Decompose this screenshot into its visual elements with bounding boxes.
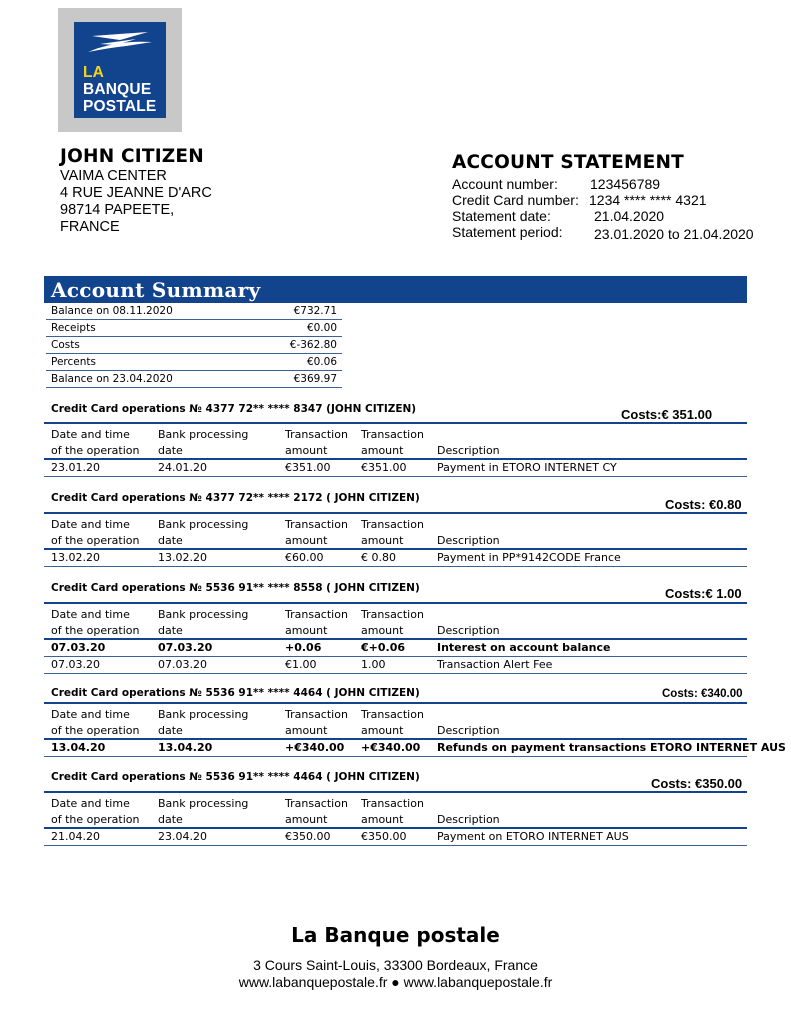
cell-amount: 1.00	[354, 657, 430, 674]
cell-amount: +0.06	[278, 639, 354, 657]
col-header-amount: Transaction amount	[278, 793, 354, 828]
summary-row	[46, 303, 342, 320]
summary-value: €732.71	[252, 303, 342, 320]
cell-amount: €350.00	[278, 828, 354, 846]
statement-period-value: 23.01.2020 to 21.04.2020	[594, 226, 754, 242]
summary-label: Receipts	[46, 320, 252, 337]
col-header-amount: Transaction amount	[354, 604, 430, 639]
col-header-description: Description	[430, 514, 747, 549]
statement-date-value: 21.04.2020	[594, 208, 665, 224]
col-header-description: Description	[430, 424, 747, 459]
summary-label: Percents	[46, 354, 252, 371]
cell-processing: 24.01.20	[151, 459, 278, 477]
account-summary-title: Account Summary	[51, 278, 261, 302]
summary-row	[46, 354, 342, 371]
operations-table	[44, 424, 747, 477]
table-header-row	[44, 704, 747, 739]
cell-processing: 07.03.20	[151, 657, 278, 674]
table-header-row	[44, 424, 747, 459]
account-number-label: Account number:	[452, 176, 558, 192]
cell-date: 13.02.20	[44, 549, 151, 567]
account-summary-table	[46, 303, 342, 388]
cell-amount: €60.00	[278, 549, 354, 567]
logo-text-banque: BANQUE	[83, 81, 152, 98]
footer-address: 3 Cours Saint-Louis, 33300 Bordeaux, France	[253, 957, 538, 973]
cell-description: Payment in ETORO INTERNET CY	[430, 459, 747, 477]
summary-label: Balance on 23.04.2020	[46, 371, 252, 388]
section-costs: Costs: €340.00	[662, 688, 743, 700]
cell-date: 07.03.20	[44, 657, 151, 674]
col-header-processing: Bank processing date	[151, 424, 278, 459]
col-header-description: Description	[430, 793, 747, 828]
operations-table	[44, 704, 786, 757]
cell-description: Interest on account balance	[430, 639, 747, 657]
summary-value: €369.97	[252, 371, 342, 388]
card-number-value: 1234 **** **** 4321	[589, 192, 707, 208]
logo-text-la: LA	[83, 64, 105, 81]
col-header-date: Date and time of the operation	[44, 704, 151, 739]
col-header-processing: Bank processing date	[151, 793, 278, 828]
cell-amount: €351.00	[278, 459, 354, 477]
statement-date-label: Statement date:	[452, 208, 551, 224]
cell-amount: € 0.80	[354, 549, 430, 567]
operations-table	[44, 604, 747, 674]
col-header-date: Date and time of the operation	[44, 424, 151, 459]
table-row	[44, 639, 747, 657]
section-costs: Costs:€ 351.00	[621, 407, 713, 422]
summary-row	[46, 371, 342, 388]
section-title: Credit Card operations № 4377 72** **** 2172 ( JOHN CITIZEN)	[51, 492, 420, 504]
summary-value: €-362.80	[252, 337, 342, 354]
col-header-date: Date and time of the operation	[44, 793, 151, 828]
cell-amount: €351.00	[354, 459, 430, 477]
col-header-date: Date and time of the operation	[44, 514, 151, 549]
footer-bank-name: La Banque postale	[291, 923, 500, 947]
summary-label: Costs	[46, 337, 252, 354]
col-header-amount: Transaction amount	[354, 793, 430, 828]
cell-amount: +€340.00	[278, 739, 354, 757]
table-row	[44, 549, 747, 567]
section-title: Credit Card operations № 4377 72** **** 8347 (JOHN CITIZEN)	[51, 403, 417, 415]
customer-address-line: 4 RUE JEANNE D'ARC	[60, 185, 212, 201]
cell-description: Transaction Alert Fee	[430, 657, 747, 674]
cell-description: Payment in PP*9142CODE France	[430, 549, 747, 567]
cell-amount: €350.00	[354, 828, 430, 846]
summary-value: €0.00	[252, 320, 342, 337]
col-header-amount: Transaction amount	[354, 704, 430, 739]
col-header-amount: Transaction amount	[354, 514, 430, 549]
cell-date: 21.04.20	[44, 828, 151, 846]
cell-date: 13.04.20	[44, 739, 151, 757]
section-costs: Costs:€ 1.00	[665, 586, 742, 601]
footer-website: www.labanquepostale.fr ● www.labanquepostale.fr	[238, 974, 553, 990]
col-header-processing: Bank processing date	[151, 704, 278, 739]
cell-amount: €+0.06	[354, 639, 430, 657]
col-header-date: Date and time of the operation	[44, 604, 151, 639]
table-row	[44, 739, 747, 757]
bank-logo	[58, 8, 182, 132]
card-number-label: Credit Card number:	[452, 192, 579, 208]
logo-badge	[74, 22, 166, 118]
customer-address-line: FRANCE	[60, 219, 120, 235]
col-header-amount: Transaction amount	[354, 424, 430, 459]
cell-amount: +€340.00	[354, 739, 430, 757]
col-header-processing: Bank processing date	[151, 604, 278, 639]
col-header-amount: Transaction amount	[278, 704, 354, 739]
cell-processing: 13.04.20	[151, 739, 278, 757]
section-costs: Costs: €0.80	[665, 497, 742, 512]
cell-processing: 07.03.20	[151, 639, 278, 657]
cell-date: 07.03.20	[44, 639, 151, 657]
operations-table	[44, 793, 747, 846]
section-title: Credit Card operations № 5536 91** **** 8558 ( JOHN CITIZEN)	[51, 582, 420, 594]
customer-address-line: 98714 PAPEETE,	[60, 202, 175, 218]
col-header-amount: Transaction amount	[278, 604, 354, 639]
table-header-row	[44, 604, 747, 639]
cell-description: Refunds on payment transactions ETORO INTERNET AUS	[430, 739, 747, 757]
col-header-processing: Bank processing date	[151, 514, 278, 549]
account-number-value: 123456789	[590, 176, 661, 192]
cell-processing: 23.04.20	[151, 828, 278, 846]
cell-amount: €1.00	[278, 657, 354, 674]
customer-address-line: VAIMA CENTER	[60, 168, 167, 184]
table-row	[44, 828, 747, 846]
table-row	[44, 459, 747, 477]
summary-row	[46, 320, 342, 337]
col-header-amount: Transaction amount	[278, 514, 354, 549]
section-costs: Costs: €350.00	[651, 776, 743, 791]
table-row	[44, 657, 747, 674]
section-title: Credit Card operations № 5536 91** **** 4464 ( JOHN CITIZEN)	[51, 687, 420, 699]
account-summary-header	[44, 276, 747, 303]
statement-period-label: Statement period:	[452, 224, 563, 240]
summary-label: Balance on 08.11.2020	[46, 303, 252, 320]
operations-table	[44, 514, 747, 567]
logo-text-postale: POSTALE	[83, 98, 157, 115]
table-header-row	[44, 514, 747, 549]
customer-name: JOHN CITIZEN	[60, 146, 204, 167]
col-header-description: Description	[430, 604, 747, 639]
statement-title: ACCOUNT STATEMENT	[452, 152, 684, 173]
col-header-description: Description	[430, 704, 747, 739]
cell-processing: 13.02.20	[151, 549, 278, 567]
bird-icon	[86, 30, 154, 60]
section-title: Credit Card operations № 5536 91** **** 4464 ( JOHN CITIZEN)	[51, 771, 420, 783]
summary-row	[46, 337, 342, 354]
cell-date: 23.01.20	[44, 459, 151, 477]
table-header-row	[44, 793, 747, 828]
cell-description: Payment on ETORO INTERNET AUS	[430, 828, 747, 846]
col-header-amount: Transaction amount	[278, 424, 354, 459]
summary-value: €0.06	[252, 354, 342, 371]
